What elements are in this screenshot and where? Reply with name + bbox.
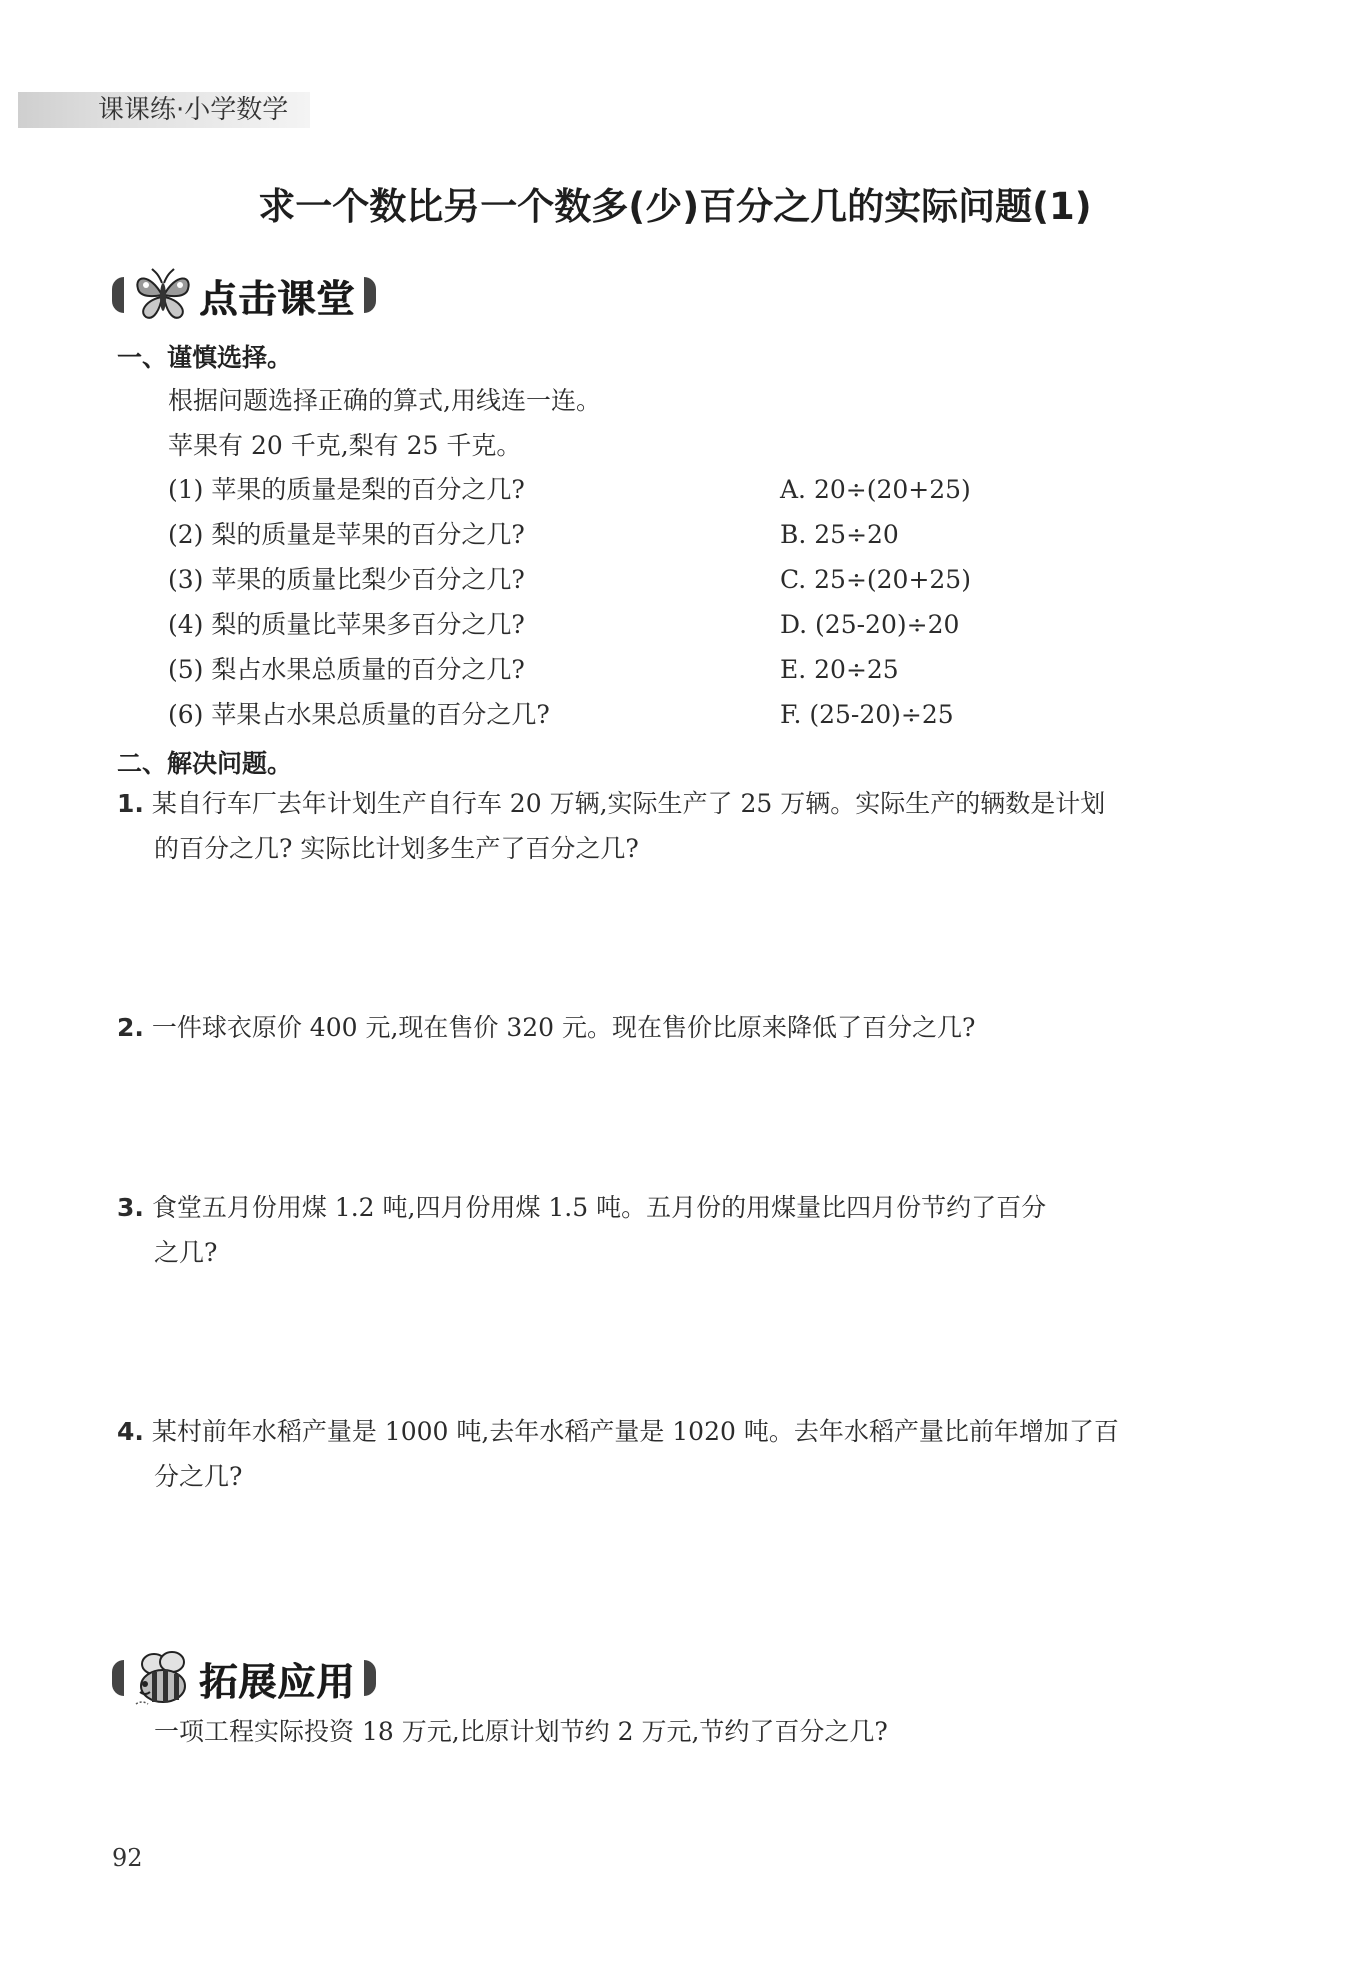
part2-heading: 二、解决问题。 bbox=[117, 749, 293, 778]
question-item: (2) 梨的质量是苹果的百分之几? bbox=[168, 520, 525, 549]
problem-text: 食堂五月份用煤 1.2 吨,四月份用煤 1.5 吨。五月份的用煤量比四月份节约了百分 bbox=[151, 1193, 1047, 1222]
option-item: E. 20÷25 bbox=[780, 655, 899, 684]
problem-text: 某自行车厂去年计划生产自行车 20 万辆,实际生产了 25 万辆。实际生产的辆数是计划 bbox=[151, 789, 1106, 818]
problem-3 bbox=[117, 1190, 1046, 1226]
section-banner-classroom bbox=[112, 265, 376, 325]
book-title: 课课练·小学数学 bbox=[98, 95, 289, 125]
option-item: D. (25-20)÷20 bbox=[780, 610, 960, 639]
part1-heading: 一、谨慎选择。 bbox=[117, 343, 293, 372]
option-item: F. (25-20)÷25 bbox=[780, 700, 954, 729]
problem-number: 3. bbox=[117, 1193, 144, 1222]
page-title: 求一个数比另一个数多(少)百分之几的实际问题(1) bbox=[258, 185, 1092, 228]
question-item: (3) 苹果的质量比梨少百分之几? bbox=[168, 565, 525, 594]
banner-bracket-left bbox=[112, 1660, 124, 1696]
question-item: (5) 梨占水果总质量的百分之几? bbox=[168, 655, 525, 684]
part1-instruction: 根据问题选择正确的算式,用线连一连。 bbox=[168, 386, 601, 415]
problem-1 bbox=[117, 786, 1105, 822]
option-item: A. 20÷(20+25) bbox=[780, 475, 971, 504]
problem-text: 某村前年水稻产量是 1000 吨,去年水稻产量是 1020 吨。去年水稻产量比前年增加了百 bbox=[151, 1417, 1119, 1446]
banner-bracket-right bbox=[364, 277, 376, 313]
problem-4 bbox=[117, 1414, 1119, 1450]
problem-4-continuation: 分之几? bbox=[154, 1462, 243, 1491]
butterfly-icon bbox=[132, 265, 194, 325]
extension-problem: 一项工程实际投资 18 万元,比原计划节约 2 万元,节约了百分之几? bbox=[154, 1717, 888, 1746]
part1-context: 苹果有 20 千克,梨有 25 千克。 bbox=[168, 431, 522, 460]
section-banner-extension bbox=[112, 1648, 376, 1708]
banner-label: 点击课堂 bbox=[200, 276, 357, 321]
problem-number: 1. bbox=[117, 789, 144, 818]
problem-2 bbox=[117, 1010, 975, 1046]
question-item: (1) 苹果的质量是梨的百分之几? bbox=[168, 475, 525, 504]
problem-number: 2. bbox=[117, 1013, 144, 1042]
banner-bracket-left bbox=[112, 277, 124, 313]
problem-3-continuation: 之几? bbox=[154, 1238, 218, 1267]
problem-text: 一件球衣原价 400 元,现在售价 320 元。现在售价比原来降低了百分之几? bbox=[151, 1013, 976, 1042]
problem-1-continuation: 的百分之几? 实际比计划多生产了百分之几? bbox=[154, 834, 639, 863]
page-number: 92 bbox=[112, 1844, 143, 1872]
option-item: B. 25÷20 bbox=[780, 520, 899, 549]
option-item: C. 25÷(20+25) bbox=[780, 565, 971, 594]
question-item: (4) 梨的质量比苹果多百分之几? bbox=[168, 610, 525, 639]
banner-bracket-right bbox=[364, 1660, 376, 1696]
banner-label: 拓展应用 bbox=[200, 1659, 357, 1704]
problem-number: 4. bbox=[117, 1417, 144, 1446]
question-item: (6) 苹果占水果总质量的百分之几? bbox=[168, 700, 550, 729]
bee-icon bbox=[132, 1648, 194, 1708]
